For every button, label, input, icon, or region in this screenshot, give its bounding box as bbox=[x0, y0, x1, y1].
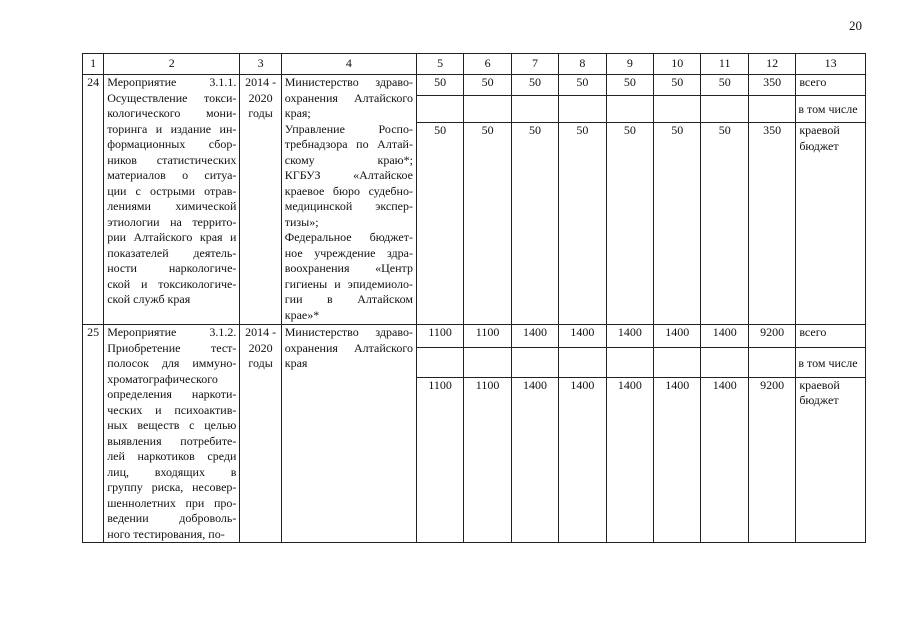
empty-value bbox=[559, 96, 606, 123]
regional-value: 1400 bbox=[559, 377, 606, 542]
executor-text-line: охранения Алтайского bbox=[284, 340, 413, 355]
measure-text-line: ской и токсикологиче- bbox=[107, 276, 237, 291]
regional-value: 50 bbox=[511, 123, 558, 325]
period-text-line: годы bbox=[248, 356, 273, 370]
empty-value bbox=[748, 96, 795, 123]
measure-text-line: лей наркотиков среди bbox=[107, 449, 237, 463]
measure-text-line: ции с острыми отрав- bbox=[107, 183, 237, 198]
period-text-line: 2014 - bbox=[245, 325, 277, 339]
executor-text-line: Министерство здраво- bbox=[284, 75, 413, 89]
executor-text-line: охранения Алтайского bbox=[284, 90, 413, 105]
regional-value: 1400 bbox=[606, 377, 653, 542]
total-value: 1100 bbox=[464, 325, 511, 348]
total-value: 50 bbox=[416, 75, 463, 96]
header-cell: 7 bbox=[511, 54, 558, 75]
executor-text-line: КГБУЗ «Алтайское bbox=[284, 168, 413, 182]
empty-value bbox=[416, 96, 463, 123]
measure-text-line: рии Алтайского края и bbox=[107, 230, 237, 244]
header-row bbox=[83, 54, 866, 75]
regional-value: 1100 bbox=[416, 377, 463, 542]
empty-value bbox=[606, 96, 653, 123]
period-text-line: 2020 bbox=[248, 90, 273, 105]
measure-text-line: Осуществление токси- bbox=[107, 90, 237, 105]
regional-label: краевой бюджет bbox=[796, 123, 866, 325]
period-text-line: 2020 bbox=[248, 340, 273, 355]
total-value: 1400 bbox=[559, 325, 606, 348]
regional-value: 350 bbox=[748, 123, 795, 325]
measure-text-line: лиц, входящих в bbox=[107, 464, 237, 479]
executor-text-line: гии в Алтайском bbox=[284, 292, 413, 306]
empty-value bbox=[511, 96, 558, 123]
header-cell: 10 bbox=[654, 54, 701, 75]
empty-value bbox=[606, 348, 653, 378]
total-value: 50 bbox=[606, 75, 653, 96]
empty-value bbox=[559, 348, 606, 378]
row-number: 24 bbox=[83, 75, 104, 325]
executor-text-line: краевое бюро судебно- bbox=[284, 183, 413, 198]
executor-text-line: тизы»; bbox=[284, 214, 319, 229]
executor-text bbox=[281, 325, 416, 543]
executor-text-line: требнадзора по Алтай- bbox=[284, 137, 413, 151]
measure-text-line: ного тестирования, по- bbox=[107, 526, 225, 541]
executor-text-line: края bbox=[284, 356, 308, 370]
period-text-line: годы bbox=[248, 106, 273, 120]
executor-text-line: гигиены и эпидемиоло- bbox=[284, 276, 413, 291]
executor-text-line: крае»* bbox=[284, 307, 320, 322]
table-row bbox=[83, 325, 866, 348]
measure-text-line: лениями химической bbox=[107, 199, 237, 213]
regional-value: 1400 bbox=[701, 377, 748, 542]
measure-text-line: определения наркоти- bbox=[107, 387, 237, 401]
measure-text-line: ности наркологиче- bbox=[107, 261, 237, 275]
regional-value: 50 bbox=[701, 123, 748, 325]
measure-text-line: полосок для иммуно- bbox=[107, 356, 237, 370]
total-value: 1400 bbox=[511, 325, 558, 348]
empty-value bbox=[416, 348, 463, 378]
executor-text-line: Управление Роспо- bbox=[284, 121, 413, 136]
empty-value bbox=[654, 348, 701, 378]
table-row bbox=[83, 75, 866, 96]
executor-text-line: медицинской экспер- bbox=[284, 199, 413, 213]
measure-text-line: показателей деятель- bbox=[107, 245, 237, 260]
total-value: 350 bbox=[748, 75, 795, 96]
executor-text-line: Федеральное бюджет- bbox=[284, 230, 413, 244]
executor-text-line: воохранения «Центр bbox=[284, 261, 413, 275]
header-cell: 4 bbox=[281, 54, 416, 75]
measure-text-line: шеннолетних при про- bbox=[107, 495, 237, 510]
measure-text-line: хроматографического bbox=[107, 371, 218, 386]
measure-text-line: материалов о ситуа- bbox=[107, 168, 237, 182]
empty-value bbox=[511, 348, 558, 378]
executor-text-line: края; bbox=[284, 106, 311, 120]
measure-text-line: формационных сбор- bbox=[107, 137, 237, 151]
executor-text-line: ное учреждение здра- bbox=[284, 245, 413, 260]
executor-text-line: скому краю*; bbox=[284, 152, 413, 167]
header-cell: 11 bbox=[701, 54, 748, 75]
regional-label: краевой бюджет bbox=[796, 377, 866, 542]
header-cell: 6 bbox=[464, 54, 511, 75]
program-table bbox=[82, 53, 866, 543]
measure-text-line: ных веществ с целью bbox=[107, 418, 237, 432]
header-cell: 1 bbox=[83, 54, 104, 75]
regional-value: 1100 bbox=[464, 377, 511, 542]
empty-value bbox=[464, 348, 511, 378]
empty-value bbox=[654, 96, 701, 123]
total-value: 50 bbox=[559, 75, 606, 96]
total-value: 1400 bbox=[654, 325, 701, 348]
empty-value bbox=[464, 96, 511, 123]
total-value: 50 bbox=[654, 75, 701, 96]
measure-text-line: выявления потребите- bbox=[107, 433, 237, 448]
measure-text-line: Мероприятие 3.1.1. bbox=[107, 75, 237, 89]
header-cell: 5 bbox=[416, 54, 463, 75]
regional-value: 50 bbox=[416, 123, 463, 325]
empty-value bbox=[701, 96, 748, 123]
total-value: 1400 bbox=[606, 325, 653, 348]
measure-text-line: группу риска, несовер- bbox=[107, 480, 237, 494]
total-value: 1400 bbox=[701, 325, 748, 348]
total-value: 50 bbox=[701, 75, 748, 96]
regional-value: 50 bbox=[654, 123, 701, 325]
total-value: 50 bbox=[511, 75, 558, 96]
executor-text-line: Министерство здраво- bbox=[284, 325, 413, 339]
including-label: в том числе bbox=[796, 96, 866, 123]
measure-text-line: ской служб края bbox=[107, 292, 191, 306]
header-cell: 3 bbox=[240, 54, 281, 75]
including-label: в том числе bbox=[796, 348, 866, 378]
row-number: 25 bbox=[83, 325, 104, 543]
measure-text bbox=[104, 75, 240, 325]
header-cell: 8 bbox=[559, 54, 606, 75]
page-number: 20 bbox=[849, 18, 862, 33]
measure-text-line: этиологии на террито- bbox=[107, 214, 237, 229]
executor-text bbox=[281, 75, 416, 325]
regional-value: 1400 bbox=[511, 377, 558, 542]
total-label: всего bbox=[796, 325, 866, 348]
total-value: 50 bbox=[464, 75, 511, 96]
empty-value bbox=[748, 348, 795, 378]
measure-text-line: кологического мони- bbox=[107, 106, 237, 120]
total-label: всего bbox=[796, 75, 866, 96]
regional-value: 50 bbox=[606, 123, 653, 325]
total-value: 9200 bbox=[748, 325, 795, 348]
regional-value: 1400 bbox=[654, 377, 701, 542]
empty-value bbox=[701, 348, 748, 378]
measure-text-line: торинга и издание ин- bbox=[107, 121, 237, 136]
measure-text-line: ведении доброволь- bbox=[107, 511, 237, 525]
period-text bbox=[240, 325, 281, 543]
measure-text bbox=[104, 325, 240, 543]
regional-value: 50 bbox=[559, 123, 606, 325]
measure-text-line: Мероприятие 3.1.2. bbox=[107, 325, 237, 339]
regional-value: 50 bbox=[464, 123, 511, 325]
header-cell: 9 bbox=[606, 54, 653, 75]
total-value: 1100 bbox=[416, 325, 463, 348]
header-cell: 13 bbox=[796, 54, 866, 75]
period-text bbox=[240, 75, 281, 325]
header-cell: 2 bbox=[104, 54, 240, 75]
measure-text-line: Приобретение тест- bbox=[107, 340, 237, 355]
regional-value: 9200 bbox=[748, 377, 795, 542]
header-cell: 12 bbox=[748, 54, 795, 75]
measure-text-line: ческих и психоактив- bbox=[107, 402, 237, 417]
measure-text-line: ников статистических bbox=[107, 152, 237, 167]
period-text-line: 2014 - bbox=[245, 75, 277, 89]
